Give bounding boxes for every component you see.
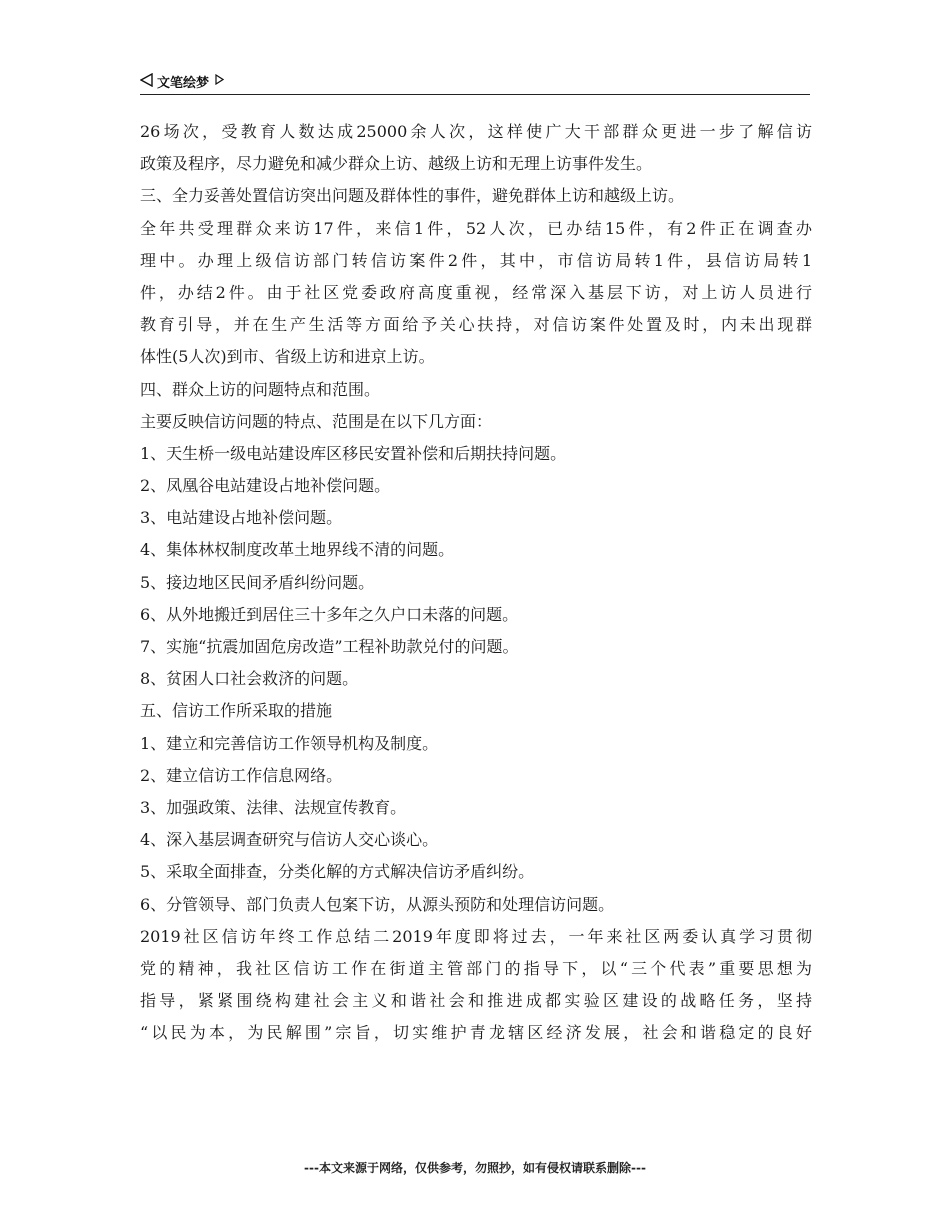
text-line: 党的精神，我社区信访工作在街道主管部门的指导下，以“三个代表”重要思想为 [140, 958, 812, 978]
text-line: 8、贫困人口社会救济的问题。 [140, 669, 359, 689]
text-line: 2、凤凰谷电站建设占地补偿问题。 [140, 476, 391, 496]
document-body [140, 116, 812, 1049]
text-line: 教育引导，并在生产生活等方面给予关心扶持，对信访案件处置及时，内未出现群 [140, 315, 812, 335]
text-line: 6、分管领导、部门负责人包案下访，从源头预防和处理信访问题。 [140, 894, 615, 914]
text-line: 五、信访工作所采取的措施 [140, 701, 333, 721]
brand-name: 文笔绘梦 [157, 76, 210, 91]
left-triangle-icon [140, 73, 153, 91]
text-line: 主要反映信访问题的特点、范围是在以下几方面： [140, 411, 493, 431]
text-line: 2、建立信访工作信息网络。 [140, 765, 343, 785]
text-line: 5、接边地区民间矛盾纠纷问题。 [140, 572, 375, 592]
text-line: 4、深入基层调查研究与信访人交心谈心。 [140, 830, 439, 850]
text-line: 理中。办理上级信访部门转信访案件2件，其中，市信访局转1件，县信访局转1 [140, 250, 812, 270]
text-line: 1、建立和完善信访工作领导机构及制度。 [140, 733, 439, 753]
text-line: 件，办结2件。由于社区党委政府高度重视，经常深入基层下访，对上访人员进行 [140, 282, 812, 302]
footer-disclaimer: ---本文来源于网络，仅供参考，勿照抄，如有侵权请联系删除--- [304, 1161, 646, 1175]
text-line: 4、集体林权制度改革土地界线不清的问题。 [140, 540, 455, 560]
text-line: 1、天生桥一级电站建设库区移民安置补偿和后期扶持问题。 [140, 443, 567, 463]
text-line: 三、全力妥善处置信访突出问题及群体性的事件，避免群体上访和越级上访。 [140, 186, 685, 206]
text-line: 7、实施“抗震加固危房改造”工程补助款兑付的问题。 [140, 637, 519, 656]
text-line: 四、群众上访的问题特点和范围。 [140, 379, 381, 399]
brand [140, 72, 224, 91]
text-line: 体性(5人次)到市、省级上访和进京上访。 [140, 347, 435, 367]
text-line: 3、加强政策、法律、法规宣传教育。 [140, 797, 407, 817]
text-line: 2019社区信访年终工作总结二2019年度即将过去，一年来社区两委认真学习贯彻 [140, 926, 812, 946]
text-line: 全年共受理群众来访17件，来信1件，52人次，已办结15件，有2件正在调查办 [140, 218, 812, 238]
text-line: “以民为本，为民解围”宗旨，切实维护青龙辖区经济发展，社会和谐稳定的良好 [140, 1023, 812, 1043]
text-line: 26场次，受教育人数达成25000余人次，这样使广大干部群众更进一步了解信访 [140, 122, 812, 141]
right-triangle-icon [215, 74, 224, 89]
page-header [140, 70, 810, 95]
text-line: 5、采取全面排查，分类化解的方式解决信访矛盾纠纷。 [140, 862, 535, 882]
text-line: 政策及程序，尽力避免和减少群众上访、越级上访和无理上访事件发生。 [140, 154, 653, 174]
text-line: 指导，紧紧围绕构建社会主义和谐社会和推进成都实验区建设的战略任务，坚持 [140, 991, 812, 1011]
text-line: 6、从外地搬迁到居住三十多年之久户口未落的问题。 [140, 604, 519, 624]
text-line: 3、电站建设占地补偿问题。 [140, 508, 343, 528]
